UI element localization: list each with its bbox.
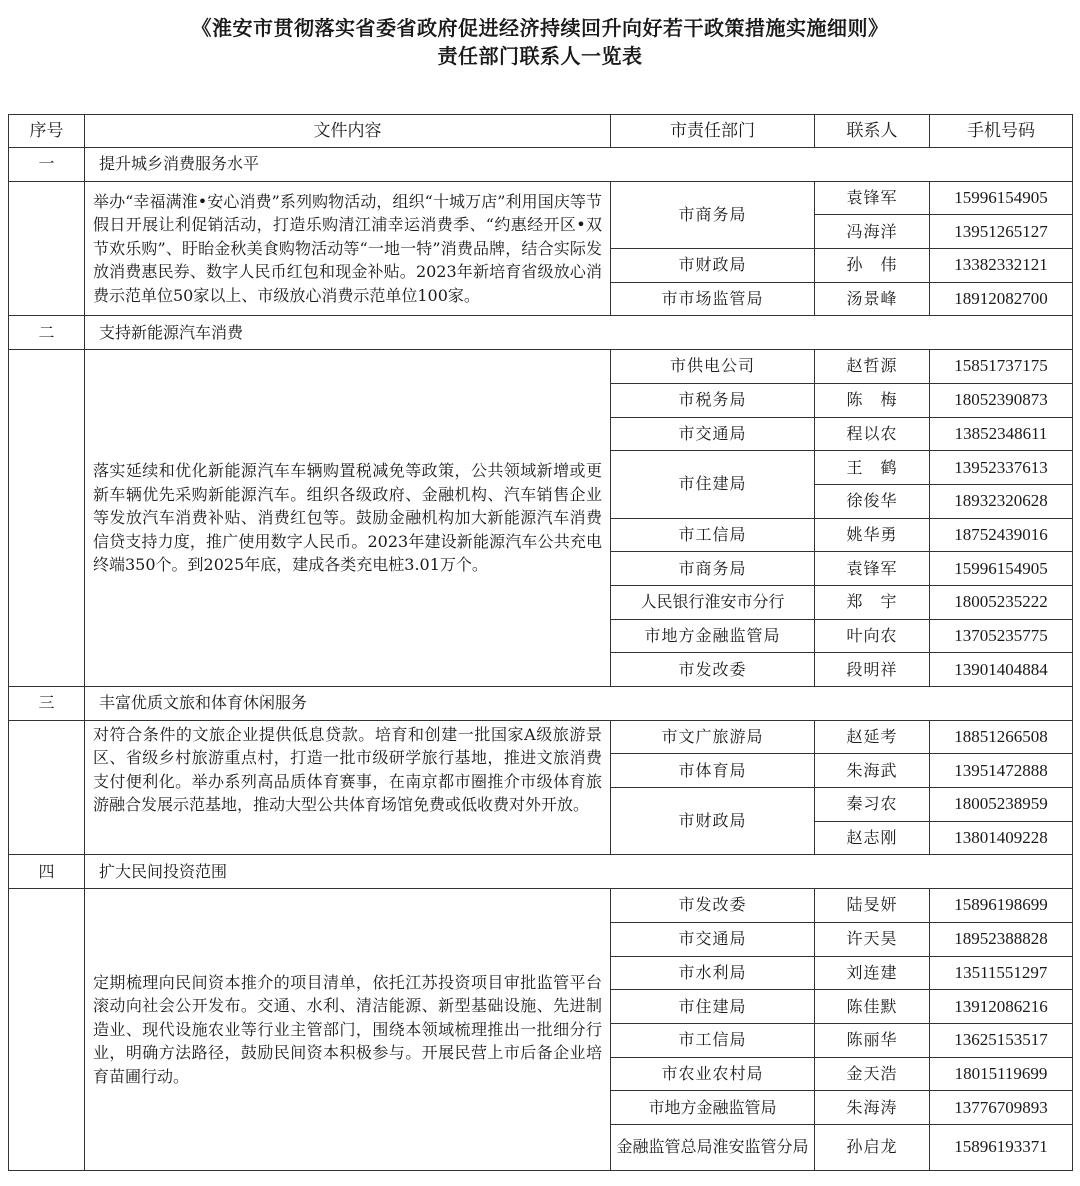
section-number-cell [9, 181, 85, 316]
dept-cell: 市农业农村局 [611, 1057, 815, 1091]
header-phone: 手机号码 [930, 115, 1073, 148]
phone-cell: 15996154905 [930, 181, 1073, 215]
person-cell: 叶向农 [815, 619, 930, 653]
phone-cell: 13951265127 [930, 215, 1073, 249]
section-number-cell [9, 720, 85, 855]
section-heading: 扩大民间投资范围 [85, 855, 1073, 889]
phone-cell: 13382332121 [930, 249, 1073, 283]
section-heading: 支持新能源汽车消费 [85, 316, 1073, 350]
header-person: 联系人 [815, 115, 930, 148]
phone-cell: 18752439016 [930, 518, 1073, 552]
dept-cell: 金融监管总局淮安监管分局 [611, 1124, 815, 1170]
section-content: 定期梳理向民间资本推介的项目清单，依托江苏投资项目审批监管平台滚动向社会公开发布。交通、水利、清洁能源、新型基础设施、先进制造业、现代设施农业等行业主管部门，围绕本领域梳理推出一批细分行业，明确方法路径，鼓励民间资本积极参与。开展民营上市后备企业培育苗圃行动。 [85, 889, 611, 1171]
dept-cell: 市市场监管局 [611, 282, 815, 316]
phone-cell: 15851737175 [930, 350, 1073, 384]
person-cell: 陈佳默 [815, 990, 930, 1024]
dept-cell: 市工信局 [611, 1023, 815, 1057]
document-title: 《淮安市贯彻落实省委省政府促进经济持续回升向好若干政策措施实施细则》 [191, 16, 889, 40]
person-cell: 汤景峰 [815, 282, 930, 316]
phone-cell: 13776709893 [930, 1091, 1073, 1125]
dept-cell: 市税务局 [611, 383, 815, 417]
person-cell: 孙 伟 [815, 249, 930, 283]
dept-cell: 市体育局 [611, 754, 815, 788]
dept-cell: 市交通局 [611, 417, 815, 451]
dept-cell: 市住建局 [611, 990, 815, 1024]
section-heading-row [9, 316, 1073, 350]
person-cell: 郑 宇 [815, 585, 930, 619]
person-cell: 陆旻妍 [815, 889, 930, 923]
section-number: 二 [9, 316, 85, 350]
dept-cell: 市发改委 [611, 889, 815, 923]
person-cell: 袁锋军 [815, 181, 930, 215]
dept-cell: 市财政局 [611, 249, 815, 283]
phone-cell: 13801409228 [930, 821, 1073, 855]
dept-cell: 市工信局 [611, 518, 815, 552]
section-number: 三 [9, 687, 85, 721]
dept-cell: 市商务局 [611, 552, 815, 586]
person-cell: 王 鹤 [815, 451, 930, 485]
header-no: 序号 [9, 115, 85, 148]
person-cell: 赵延考 [815, 720, 930, 754]
section-heading: 提升城乡消费服务水平 [85, 148, 1073, 182]
phone-cell: 18015119699 [930, 1057, 1073, 1091]
person-cell: 朱海武 [815, 754, 930, 788]
person-cell: 许天昊 [815, 922, 930, 956]
contact-table [8, 114, 1073, 1171]
phone-cell: 18052390873 [930, 383, 1073, 417]
dept-cell: 市财政局 [611, 788, 815, 855]
dept-cell: 人民银行淮安市分行 [611, 585, 815, 619]
header-dept: 市责任部门 [611, 115, 815, 148]
document-subtitle: 责任部门联系人一览表 [437, 44, 643, 68]
person-cell: 徐俊华 [815, 484, 930, 518]
section-number-cell [9, 350, 85, 687]
phone-cell: 13625153517 [930, 1023, 1073, 1057]
phone-cell: 18851266508 [930, 720, 1073, 754]
phone-cell: 18952388828 [930, 922, 1073, 956]
dept-cell: 市供电公司 [611, 350, 815, 384]
phone-cell: 18912082700 [930, 282, 1073, 316]
section-content: 对符合条件的文旅企业提供低息贷款。培育和创建一批国家A级旅游景区、省级乡村旅游重点村，打造一批市级研学旅行基地，推进文旅消费支付便利化。举办系列高品质体育赛事，在南京都市圈推介市级体育旅游融合发展示范基地，推动大型公共体育场馆免费或低收费对外开放。 [85, 720, 611, 855]
phone-cell: 13901404884 [930, 653, 1073, 687]
dept-cell: 市地方金融监管局 [611, 619, 815, 653]
table-row [9, 350, 1073, 384]
phone-cell: 13912086216 [930, 990, 1073, 1024]
phone-cell: 13852348611 [930, 417, 1073, 451]
phone-cell: 13705235775 [930, 619, 1073, 653]
header-content: 文件内容 [85, 115, 611, 148]
person-cell: 秦习农 [815, 788, 930, 822]
phone-cell: 15896193371 [930, 1124, 1073, 1170]
phone-cell: 18005238959 [930, 788, 1073, 822]
person-cell: 段明祥 [815, 653, 930, 687]
person-cell: 姚华勇 [815, 518, 930, 552]
section-content: 落实延续和优化新能源汽车车辆购置税减免等政策，公共领域新增或更新车辆优先采购新能源汽车。组织各级政府、金融机构、汽车销售企业等发放汽车消费补贴、消费红包等。鼓励金融机构加大新能源汽车消费信贷支持力度，推广使用数字人民币。2023年建设新能源汽车公共充电终端350个。到2025年底，建成各类充电桩3.01万个。 [85, 350, 611, 687]
section-heading-row [9, 148, 1073, 182]
table-row [9, 889, 1073, 923]
person-cell: 刘连建 [815, 956, 930, 990]
person-cell: 孙启龙 [815, 1124, 930, 1170]
dept-cell: 市交通局 [611, 922, 815, 956]
phone-cell: 13511551297 [930, 956, 1073, 990]
phone-cell: 15896198699 [930, 889, 1073, 923]
person-cell: 金天浩 [815, 1057, 930, 1091]
section-heading-row [9, 687, 1073, 721]
table-header-row [9, 115, 1073, 148]
section-content: 举办“幸福满淮•安心消费”系列购物活动，组织“十城万店”利用国庆等节假日开展让利促销活动，打造乐购清江浦幸运消费季、“约惠经开区•双节欢乐购”、盱眙金秋美食购物活动等“一地一特”消费品牌，结合实际发放消费惠民券、数字人民币红包和现金补贴。2023年新培育省级放心消费示范单位50家以上、市级放心消费示范单位100家。 [85, 181, 611, 316]
phone-cell: 13952337613 [930, 451, 1073, 485]
person-cell: 朱海涛 [815, 1091, 930, 1125]
person-cell: 赵哲源 [815, 350, 930, 384]
dept-cell: 市商务局 [611, 181, 815, 248]
dept-cell: 市水利局 [611, 956, 815, 990]
person-cell: 陈丽华 [815, 1023, 930, 1057]
section-number: 四 [9, 855, 85, 889]
table-row [9, 720, 1073, 754]
section-heading-row [9, 855, 1073, 889]
person-cell: 程以农 [815, 417, 930, 451]
section-number-cell [9, 889, 85, 1171]
section-heading: 丰富优质文旅和体育休闲服务 [85, 687, 1073, 721]
table-row [9, 181, 1073, 215]
phone-cell: 18932320628 [930, 484, 1073, 518]
dept-cell: 市文广旅游局 [611, 720, 815, 754]
dept-cell: 市住建局 [611, 451, 815, 518]
dept-cell: 市发改委 [611, 653, 815, 687]
person-cell: 袁锋军 [815, 552, 930, 586]
section-number: 一 [9, 148, 85, 182]
person-cell: 赵志刚 [815, 821, 930, 855]
person-cell: 冯海洋 [815, 215, 930, 249]
dept-cell: 市地方金融监管局 [611, 1091, 815, 1125]
phone-cell: 15996154905 [930, 552, 1073, 586]
phone-cell: 13951472888 [930, 754, 1073, 788]
person-cell: 陈 梅 [815, 383, 930, 417]
phone-cell: 18005235222 [930, 585, 1073, 619]
